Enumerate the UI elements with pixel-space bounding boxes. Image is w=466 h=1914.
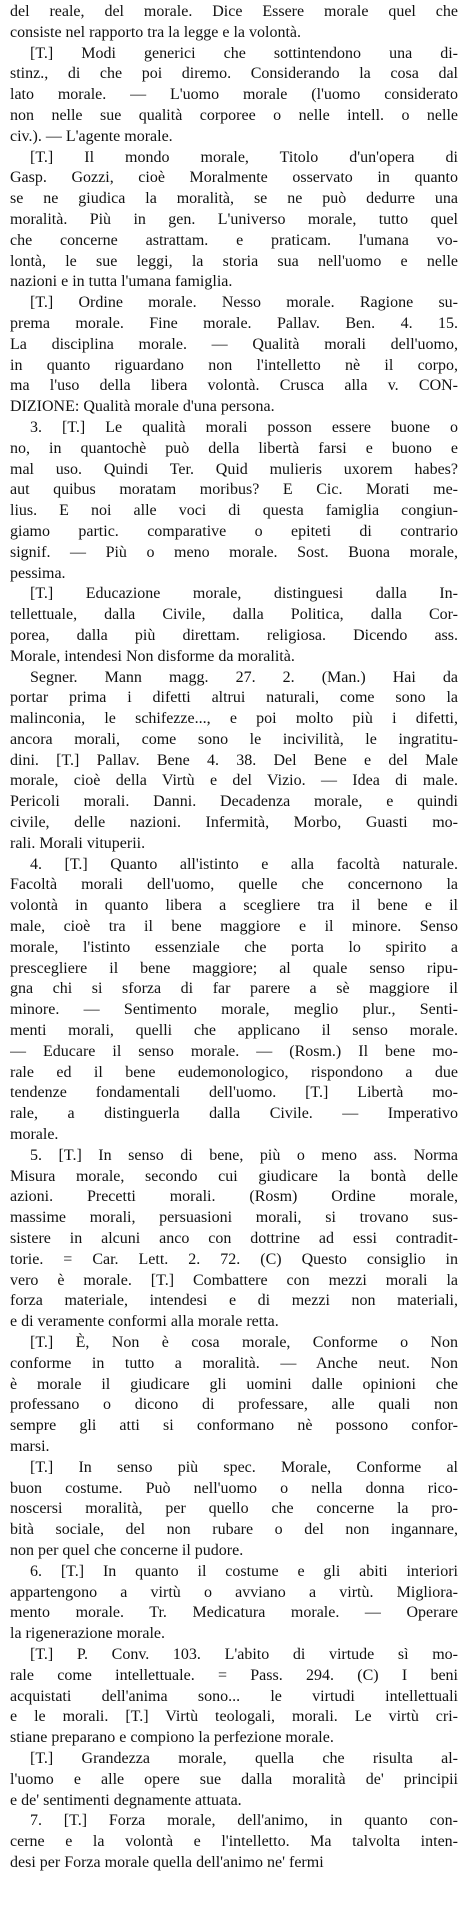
text-line: prescegliere il bene maggiore; al quale senso ripu- <box>10 959 458 977</box>
text-line: stiane preparano e compiono la perfezione morale. <box>10 1729 334 1747</box>
text-line: sempre gli atti si conformano nè possono confor- <box>10 1417 458 1435</box>
text-line: male, cioè tra il bene maggiore e il minore. Senso <box>10 918 458 936</box>
text-line: [T.] In senso più spec. Morale, Conforme al <box>30 1458 458 1476</box>
text-line: e di veramente conformi alla morale retta. <box>10 1313 279 1331</box>
text-line: rale, a distinguerla dalla Civile. — Imperativo <box>10 1105 458 1123</box>
text-line: e le morali. [T.] Virtù teologali, morali. Le virtù cri- <box>10 1708 458 1726</box>
text-line: [T.] Modi generici che sottintendono una di- <box>30 44 458 62</box>
text-line: 7. [T.] Forza morale, dell'animo, in quanto con- <box>30 1812 458 1830</box>
text-line: 5. [T.] In senso di bene, più o meno ass. Norma <box>30 1146 458 1164</box>
text-line: [T.] Ordine morale. Nesso morale. Ragione su- <box>30 294 458 312</box>
text-line: civ.). — L'agente morale. <box>10 127 173 145</box>
text-line: rali. Morali vituperii. <box>10 834 146 852</box>
text-line: consiste nel rapporto tra la legge e la volontà. <box>10 23 302 41</box>
text-line: Segner. Mann magg. 27. 2. (Man.) Hai da <box>30 668 458 686</box>
text-line: Facoltà morali dell'uomo, quelle che concernono la <box>10 876 458 894</box>
text-line: in quanto riguardano non l'intelletto nè il corpo, <box>10 356 458 374</box>
text-line: la rigenerazione morale. <box>10 1625 166 1643</box>
text-line: Gasp. Gozzi, cioè Moralmente osservato in quanto <box>10 169 458 187</box>
text-line: bità sociale, del non rubare o del non ingannare, <box>10 1521 458 1539</box>
text-line: volontà in quanto libera a scegliere tra il bene e il <box>10 897 458 915</box>
text-line: [T.] Educazione morale, distinguesi dalla In- <box>30 585 458 603</box>
text-line: stinz., di che poi diremo. Considerando la cosa dal <box>10 65 458 83</box>
text-line: [T.] È, Non è cosa morale, Conforme o Non <box>30 1334 458 1351</box>
dictionary-entry-text <box>10 2 458 1874</box>
text-line: non per quel che concerne il pudore. <box>10 1541 244 1559</box>
text-line: civile, delle nazioni. Infermità, Morbo, Guasti mo- <box>10 814 458 832</box>
text-line: professano o dicono di professare, alle quali non <box>10 1396 458 1414</box>
text-line: tellettuale, dalla Civile, dalla Politica, dalla Cor- <box>10 606 458 624</box>
text-line: 4. [T.] Quanto all'istinto e alla facoltà naturale. <box>30 855 458 873</box>
text-line: La disciplina morale. — Qualità morali dell'uomo, <box>10 335 458 353</box>
text-line: se ne giudica la moralità, se ne può dedurre una <box>10 190 458 208</box>
text-line: prema morale. Fine morale. Pallav. Ben. 4. 15. <box>10 314 458 332</box>
text-line: 6. [T.] In quanto il costume e gli abiti interiori <box>30 1562 458 1580</box>
text-line: e de' sentimenti degnamente attuata. <box>10 1791 242 1809</box>
text-line: minore. — Sentimento morale, meglio plur., Senti- <box>10 1001 458 1019</box>
text-line: [T.] P. Conv. 103. L'abito di virtude sì mo- <box>30 1645 458 1663</box>
text-line: signif. — Più o meno morale. Sost. Buona morale, <box>10 543 458 561</box>
text-line: — Educare il senso morale. — (Rosm.) Il bene mo- <box>10 1042 458 1060</box>
text-line: morale, cioè della Virtù e del Vizio. — Idea di male. <box>10 772 458 790</box>
text-line: pessima. <box>10 564 66 582</box>
text-line: morale. <box>10 1126 59 1144</box>
text-line: menti morali, quelli che applicano il senso morale. <box>10 1022 458 1040</box>
text-line: mal uso. Quindi Ter. Quid mulieris uxorem habes? <box>10 460 458 478</box>
text-line: rale come intellettuale. = Pass. 294. (C) I beni <box>10 1666 458 1684</box>
text-line: morale, l'istinto essenziale che porta lo spirito a <box>10 938 458 956</box>
text-line: forza materiale, intendesi e di mezzi non materiali, <box>10 1292 458 1310</box>
text-line: ma l'uso della libera volontà. Crusca alla v. CON- <box>10 377 458 395</box>
text-line: cerne e la volontà e l'intelletto. Ma talvolta inten- <box>10 1833 458 1851</box>
text-line: massime morali, persuasioni morali, si trovano sus- <box>10 1209 458 1227</box>
text-line: [T.] Grandezza morale, quella che risulta al- <box>30 1749 458 1767</box>
text-line: dini. [T.] Pallav. Bene 4. 38. Del Bene e del Male <box>10 751 458 769</box>
text-line: 3. [T.] Le qualità morali posson essere buone o <box>30 418 458 436</box>
text-line: Misura morale, secondo cui giudicare la bontà delle <box>10 1167 458 1185</box>
text-line: gna chi si sforza di far parere a sè maggiore il <box>10 980 458 998</box>
text-line: lius. E noi alle voci di questa famiglia congiun- <box>10 502 458 520</box>
text-line: mento morale. Tr. Medicatura morale. — Operare <box>10 1604 458 1622</box>
text-line: porea, dalla più direttam. religiosa. Dicendo ass. <box>10 626 458 644</box>
text-line: azioni. Precetti morali. (Rosm) Ordine morale, <box>10 1188 458 1206</box>
text-line: ancora morali, come sono le incivilità, le ingratitu- <box>10 730 458 748</box>
text-line: moralità. Più in gen. L'universo morale, tutto quel <box>10 210 458 228</box>
text-line: lato morale. — L'uomo morale (l'uomo considerato <box>10 86 458 104</box>
text-line: conforme in tutto a moralità. — Anche neut. Non <box>10 1354 458 1372</box>
text-line: Morale, intendesi Non disforme da moralità. <box>10 647 295 665</box>
text-line: portar prima i difetti altrui naturali, come sono la <box>10 689 458 707</box>
text-line: del reale, del morale. Dice Essere morale quel che <box>10 3 458 20</box>
text-line: lontà, le sue leggi, la storia sua nell'uomo e nelle <box>10 252 458 270</box>
text-line: è morale il giudicare gli uomini dalle opinioni che <box>10 1375 458 1393</box>
text-line: tendenze fondamentali dell'uomo. [T.] Libertà mo- <box>10 1084 458 1102</box>
text-line: buon costume. Può nell'uomo o nella donna rico- <box>10 1479 458 1497</box>
text-line: appartengono a virtù o avviano a virtù. Migliora- <box>10 1583 458 1601</box>
text-line: aut quibus moratam moribus? E Cic. Morati me- <box>10 481 458 499</box>
text-line: sistere in alcuni anco con dottrine ad essi contradit- <box>10 1230 458 1248</box>
text-line: acquistati dell'anima sono... le virtudi intellettuali <box>10 1687 458 1705</box>
text-line: malinconia, le schifezze..., e poi molto più i difetti, <box>10 710 458 728</box>
text-line: no, in quantochè può della libertà farsi e buono e <box>10 439 458 457</box>
text-line: desi per Forza morale quella dell'animo ne' fermi <box>10 1853 324 1871</box>
text-line: nazioni e in tutta l'umana famiglia. <box>10 273 233 291</box>
text-line: marsi. <box>10 1437 50 1455</box>
text-line: DIZIONE: Qualità morale d'una persona. <box>10 398 275 416</box>
text-line: Pericoli morali. Danni. Decadenza morale, e quindi <box>10 793 458 811</box>
text-line: che concerne astrattam. e praticam. l'umana vo- <box>10 231 458 249</box>
text-line: l'uomo e alle opere sue dalla moralità de' principii <box>10 1770 458 1788</box>
text-line: noscersi moralità, per quello che concerne la pro- <box>10 1500 458 1518</box>
text-line: giamo partic. comparative o epiteti di contrario <box>10 522 458 540</box>
text-line: rale ed il bene eudemonologico, rispondono a due <box>10 1063 458 1081</box>
text-line: non nelle sue qualità corporee o nelle intell. o nelle <box>10 106 458 124</box>
text-line: torie. = Car. Lett. 2. 72. (C) Questo consiglio in <box>10 1250 458 1268</box>
text-line: [T.] Il mondo morale, Titolo d'un'opera di <box>30 148 458 166</box>
text-line: vero è morale. [T.] Combattere con mezzi morali la <box>10 1271 458 1289</box>
